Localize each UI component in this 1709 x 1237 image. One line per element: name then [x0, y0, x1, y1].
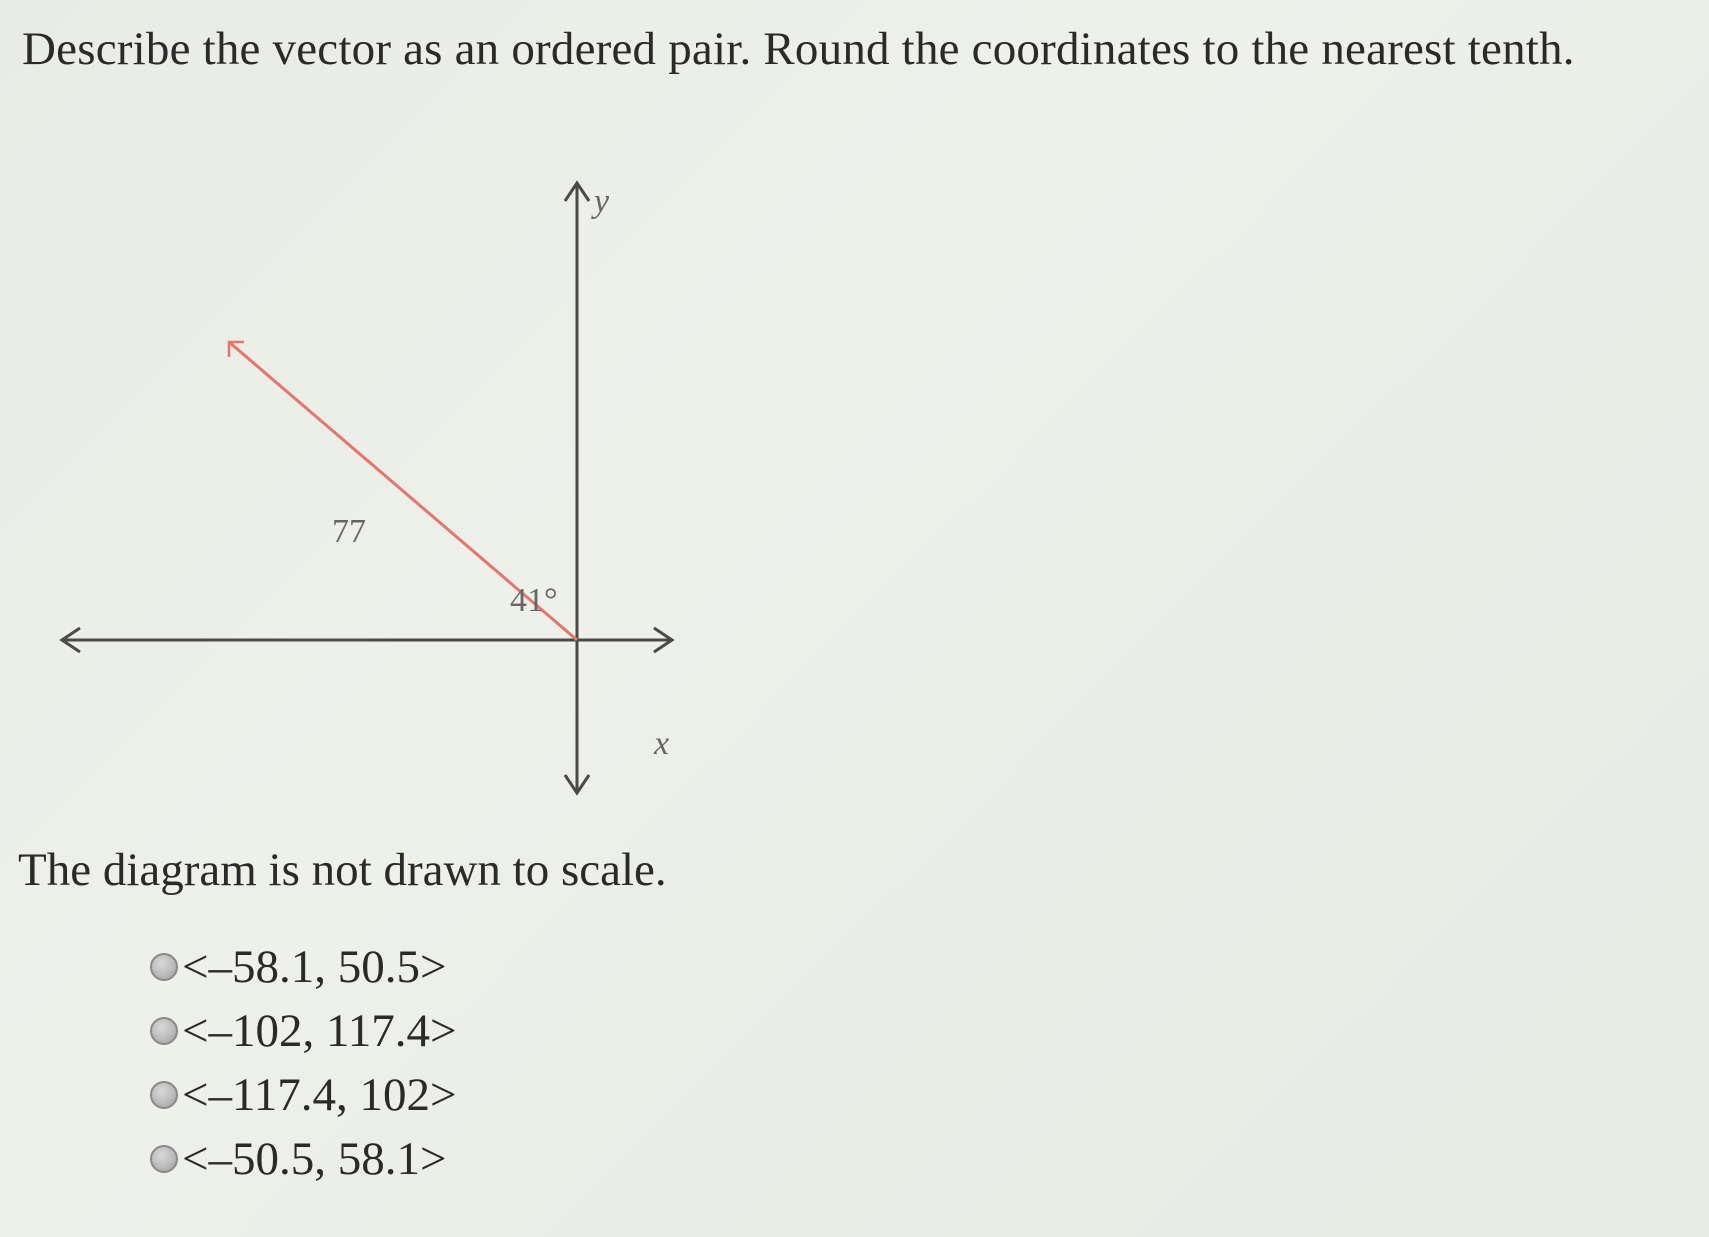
radio-button[interactable] — [150, 1145, 178, 1173]
answer-choice[interactable] — [150, 999, 457, 1063]
radio-button[interactable] — [150, 1081, 178, 1109]
answer-choice[interactable] — [150, 1063, 457, 1127]
radio-button[interactable] — [150, 1017, 178, 1045]
answer-choice-label[interactable]: <–117.4, 102> — [182, 1069, 457, 1121]
vector-diagram — [0, 150, 720, 810]
answer-choice-label[interactable]: <–102, 117.4> — [182, 1005, 457, 1057]
vector-magnitude-label: 77 — [332, 513, 366, 550]
answer-choice[interactable] — [150, 935, 457, 999]
answer-choices — [150, 935, 457, 1191]
answer-choice-label[interactable]: <–50.5, 58.1> — [182, 1133, 447, 1185]
scale-note: The diagram is not drawn to scale. — [18, 844, 667, 896]
answer-choice[interactable] — [150, 1127, 457, 1191]
y-axis-label: y — [594, 183, 610, 220]
angle-label: 41° — [510, 582, 558, 619]
answer-choice-label[interactable]: <–58.1, 50.5> — [182, 941, 447, 993]
x-axis-label: x — [654, 725, 670, 762]
radio-button[interactable] — [150, 953, 178, 981]
question-text: Describe the vector as an ordered pair. Round the coordinates to the nearest tenth. — [22, 23, 1575, 75]
